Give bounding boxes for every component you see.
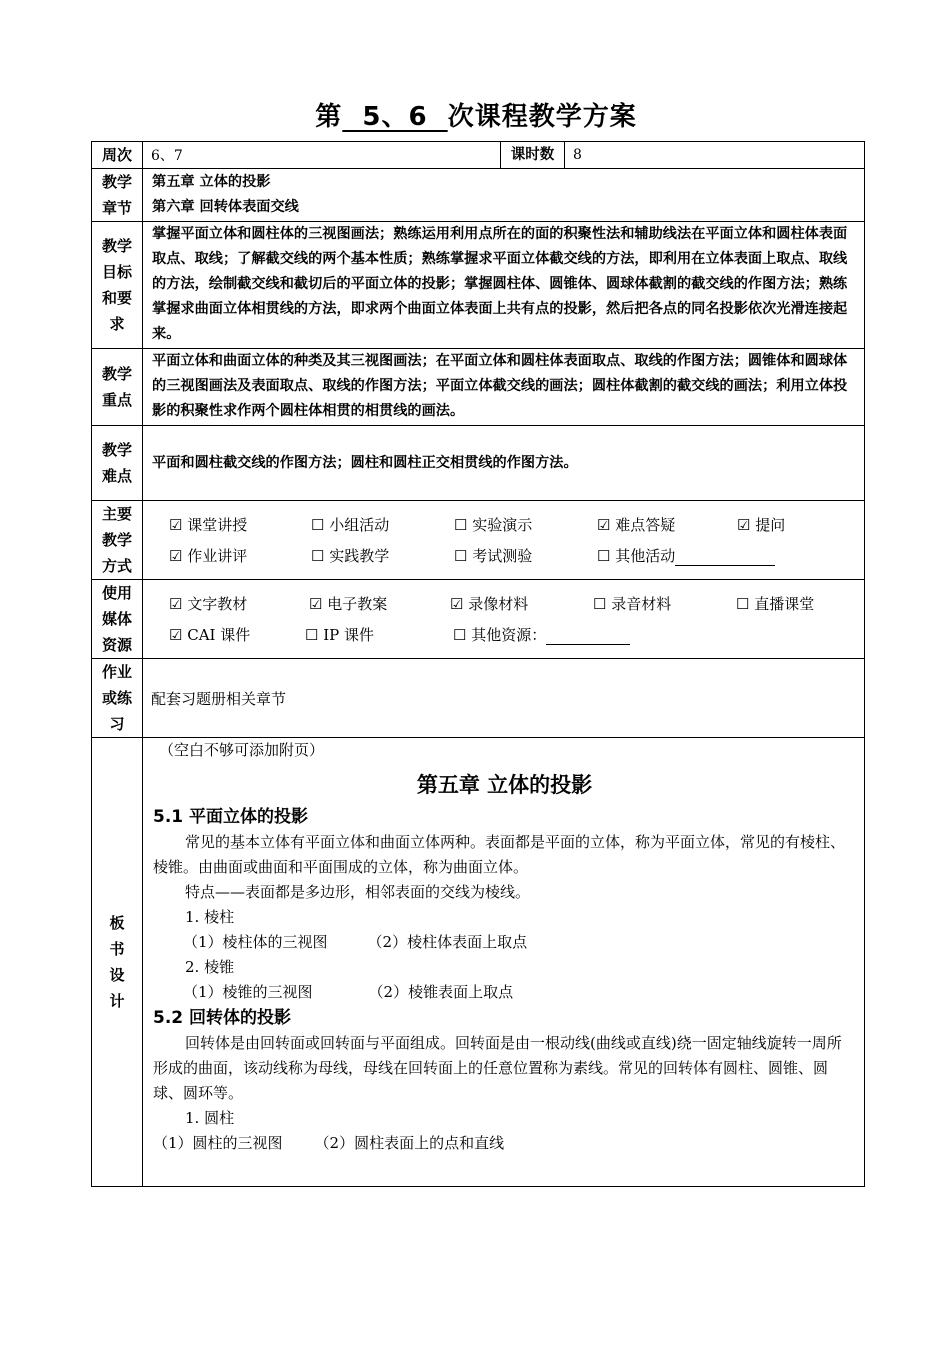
media-live-checkbox[interactable]: ☐ 直播课堂 [736,595,815,613]
method-other-checkbox[interactable] [597,545,775,566]
hours-label: 课时数 [501,142,565,169]
section-1-item-1: 1. 棱柱 [185,908,235,926]
homework-label [92,659,143,738]
key-points-row [92,349,865,426]
media-video-checkbox[interactable]: ☑ 录像材料 [450,595,529,613]
methods-row [92,501,865,580]
goals-label [92,222,143,349]
hours-value: 8 [565,142,865,169]
media-row [92,580,865,659]
key-points-label-1: 教学 [101,365,132,383]
homework-row [92,659,865,738]
difficulties-label [92,426,143,501]
goals-row [92,222,865,349]
homework-text: 配套习题册相关章节 [143,659,865,738]
method-group-checkbox[interactable]: ☐ 小组活动 [311,516,390,534]
methods-label [92,501,143,580]
goals-label-3: 和要 [101,289,132,307]
media-audio-checkbox[interactable]: ☐ 录音材料 [593,595,672,613]
media-other-label: ☐ 其他资源： [453,626,547,644]
media-cai-checkbox[interactable]: ☑ CAI 课件 [169,626,251,644]
board-note: （空白不够可添加附页） [159,741,325,759]
methods-line-2 [169,540,864,571]
section-1-item-1a: （1）棱柱体的三视图 [183,933,328,951]
board-label-1: 板 [109,914,125,932]
methods-label-1: 主要 [101,505,132,523]
media-e-lesson-checkbox[interactable]: ☑ 电子教案 [309,595,388,613]
board-row [92,738,865,1187]
week-value: 6、7 [143,142,501,169]
section-1-item-2-subitems [153,980,856,1005]
media-label-1: 使用 [101,584,132,602]
key-points-label [92,349,143,426]
homework-label-3: 习 [109,715,125,733]
goals-text: 掌握平面立体和圆柱体的三视图画法；熟练运用利用点所在的面的积聚性法和辅助线法在平面立体和圆柱体表面取点、取线；了解截交线的两个基本性质；熟练掌握求平面立体截交线的方法，即利用在立体表面上取点、取线的方法，绘制截交线和截切后的平面立体的投影；掌握圆柱体、圆锥体、圆球体截割的截交线的作图方法；熟练掌握求曲面立体相贯线的方法，即求两个曲面立体表面上共有点的投影，然后把各点的同名投影依次光滑连接起来。 [143,222,865,349]
homework-label-1: 作业 [101,663,132,681]
week-label: 周次 [92,142,143,169]
section-1-paragraph-1: 常见的基本立体有平面立体和曲面立体两种。表面都是平面的立体，称为平面立体，常见的有棱柱、棱锥。由曲面或曲面和平面围成的立体，称为曲面立体。 [153,833,846,876]
media-ip-checkbox[interactable]: ☐ IP 课件 [305,626,375,644]
goals-label-1: 教学 [101,237,132,255]
method-experiment-checkbox[interactable]: ☐ 实验演示 [454,516,533,534]
media-label-2: 媒体 [101,610,132,628]
section-2-item-1: 1. 圆柱 [185,1109,235,1127]
media-other-blank[interactable] [546,627,630,645]
chapters-label [92,169,143,222]
key-points-text: 平面立体和曲面立体的种类及其三视图画法；在平面立体和圆柱体表面取点、取线的作图方法；圆锥体和圆球体的三视图画法及表面取点、取线的作图方法；平面立体截交线的画法；圆柱体截割的截交线的画法；利用立体投影的积聚性求作两个圆柱体相贯的相贯线的画法。 [143,349,865,426]
section-2-paragraph-1: 回转体是由回转面或回转面与平面组成。回转面是由一根动线(曲线或直线)绕一固定轴线旋转一周所形成的曲面，该动线称为母线，母线在回转面上的任意位置称为素线。常见的回转体有圆柱、圆锥、圆球、圆环等。 [153,1034,842,1102]
week-row [92,142,865,169]
method-question-checkbox[interactable]: ☑ 提问 [737,516,786,534]
section-1-title: 5.1 平面立体的投影 [153,807,309,827]
method-homework-review-checkbox[interactable]: ☑ 作业讲评 [169,547,248,565]
board-label [92,738,143,1187]
media-line-1 [169,588,864,619]
board-label-3: 设 [109,966,125,984]
section-1-item-1-subitems [153,930,856,955]
lesson-plan-table [91,141,865,1187]
section-1-item-2a: （1）棱锥的三视图 [183,983,313,1001]
methods-line-1 [169,509,864,540]
chapter-line-1: 第五章 立体的投影 [152,174,271,190]
title-suffix: 次课程教学方案 [447,102,637,132]
key-points-label-2: 重点 [101,391,132,409]
section-2-item-1-subitems [153,1131,856,1156]
difficulties-text: 平面和圆柱截交线的作图方法；圆柱和圆柱正交相贯线的作图方法。 [143,426,865,501]
media-label [92,580,143,659]
method-qa-checkbox[interactable]: ☑ 难点答疑 [597,516,676,534]
difficulties-label-1: 教学 [101,441,132,459]
chapters-row [92,169,865,222]
chapters-content [143,169,865,222]
goals-label-4: 求 [109,315,125,333]
difficulties-row [92,426,865,501]
homework-label-2: 或练 [101,689,132,707]
methods-label-2: 教学 [101,531,132,549]
section-1-item-2b: （2）棱锥表面上取点 [368,983,514,1001]
media-line-2 [169,619,864,650]
method-other-blank[interactable] [675,548,775,566]
section-2-item-1b: （2）圆柱表面上的点和直线 [314,1134,505,1152]
section-1-paragraph-2: 特点——表面都是多边形，相邻表面的交线为棱线。 [185,883,531,901]
title-prefix: 第 [315,102,343,132]
methods-label-3: 方式 [101,557,132,575]
board-content [143,738,865,1187]
media-textbook-checkbox[interactable]: ☑ 文字教材 [169,595,248,613]
board-label-2: 书 [109,940,125,958]
page-title [0,96,952,133]
section-2-title: 5.2 回转体的投影 [153,1008,292,1028]
section-1-item-1b: （2）棱柱体表面上取点 [367,933,528,951]
section-2-item-1a: （1）圆柱的三视图 [153,1134,283,1152]
methods-options [143,501,865,580]
method-practice-checkbox[interactable]: ☐ 实践教学 [311,547,390,565]
board-label-4: 计 [109,992,125,1010]
section-1-item-2: 2. 棱锥 [185,958,235,976]
title-numbers: 5、6 [342,102,448,132]
method-exam-checkbox[interactable]: ☐ 考试测验 [454,547,533,565]
method-other-label: ☐ 其他活动 [597,547,676,565]
difficulties-label-2: 难点 [101,467,132,485]
media-label-3: 资源 [101,636,132,654]
chapter-title: 第五章 立体的投影 [416,773,593,797]
chapter-line-2: 第六章 回转体表面交线 [152,199,299,215]
chapters-label-1: 教学 [101,173,132,191]
chapters-label-2: 章节 [101,199,132,217]
method-lecture-checkbox[interactable]: ☑ 课堂讲授 [169,516,248,534]
media-options [143,580,865,659]
media-other-checkbox[interactable] [453,624,630,645]
goals-label-2: 目标 [101,263,132,281]
